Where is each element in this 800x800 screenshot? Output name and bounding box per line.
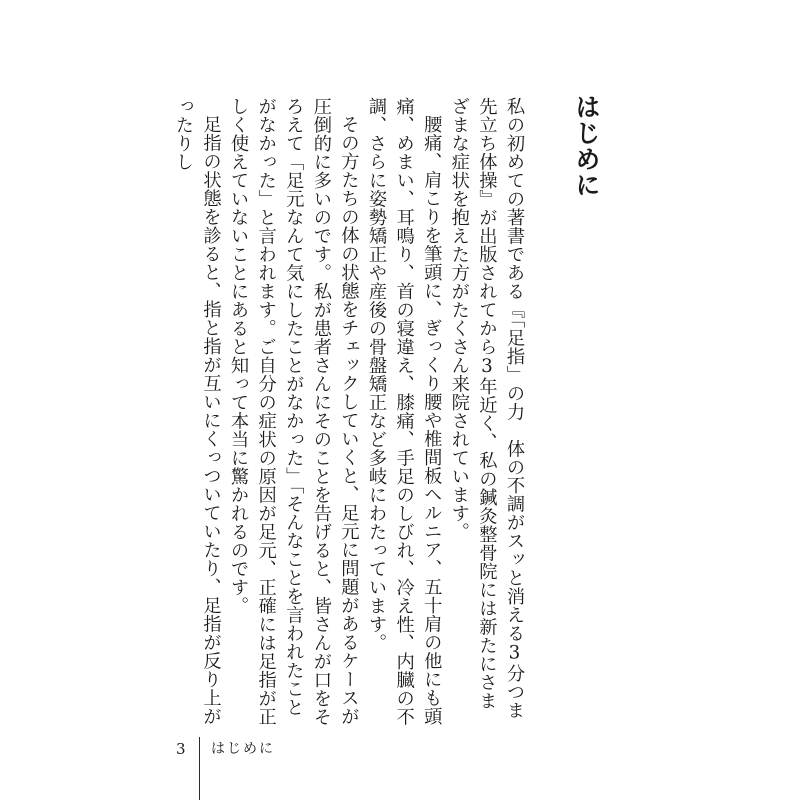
- page-number: 3: [176, 740, 186, 758]
- running-header: はじめに: [211, 741, 275, 757]
- footer-divider: [199, 737, 200, 800]
- paragraph: 腰痛、肩こりを筆頭に、ぎっくり腰や椎間板ヘルニア、五十肩の他にも頭痛、めまい、耳鳴り、首の寝違え、膝痛、手足のしびれ、冷え性、内臓の不調、さらに姿勢矯正や産後の骨盤矯正など多岐にわたっています。: [366, 97, 443, 726]
- paragraph: 足指の状態を診ると、指と指が互いにくっついていたり、足指が反り上がったりし: [172, 97, 222, 726]
- body-text: [172, 97, 528, 727]
- paragraph: その方たちの体の状態をチェックしていくと、足元に問題があるケースが圧倒的に多いのです。私が患者さんにそのことを告げると、皆さんが口をそろえて「足元なんて気にしたことがなかった」「そんなことを言われたことがなかった」と言われます。ご自分の症状の原因が足元、正確には足指が正しく使えていないことにあると知って本当に驚かれるのです。: [228, 97, 360, 726]
- paragraph: 私の初めての著書である『「足指」の力 体の不調がスッと消える3分つま先立ち体操』が出版されてから3年近く、私の鍼灸整骨院には新たにさまざまな症状を抱えた方がたくさん来院されています。: [448, 97, 525, 720]
- chapter-heading: はじめに: [572, 94, 601, 198]
